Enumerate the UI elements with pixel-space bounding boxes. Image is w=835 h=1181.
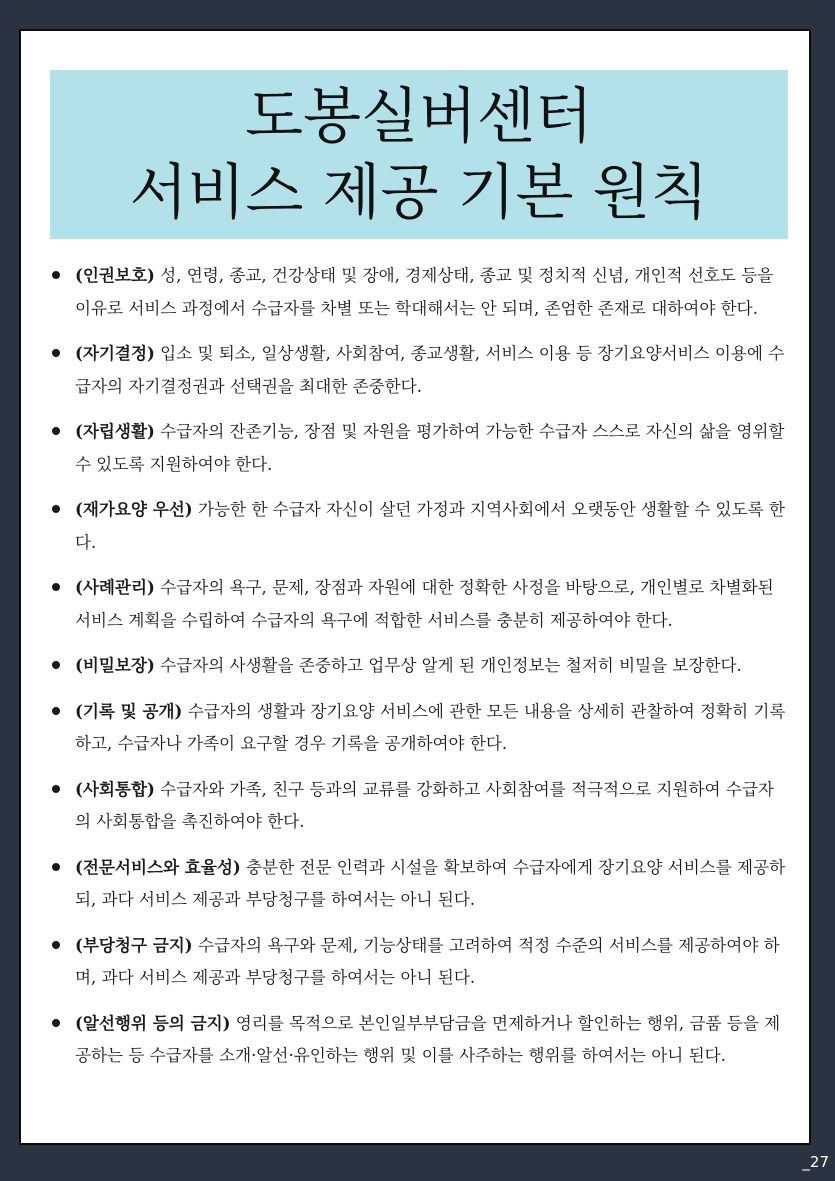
bullet-icon — [52, 863, 60, 871]
principle-title: (사회통합) — [75, 778, 155, 799]
principle-body: 수급자의 사생활을 존중하고 업무상 알게 된 개인정보는 철저히 비밀을 보장한다. — [160, 656, 742, 675]
principle-item — [49, 259, 789, 325]
title-line-1: 도봉실버센터 — [245, 81, 593, 152]
principle-item — [49, 1007, 789, 1073]
principle-body: 수급자의 욕구, 문제, 장점과 자원에 대한 정확한 사정을 바탕으로, 개인별로 차별화된 서비스 계획을 수립하여 수급자의 욕구에 적합한 서비스를 충분히 제공하여야 한다. — [75, 578, 774, 630]
principles-list — [49, 259, 789, 1085]
principle-item — [49, 571, 789, 637]
principle-title: (부당청구 금지) — [75, 934, 193, 955]
bullet-icon — [52, 583, 60, 591]
principle-title: (비밀보장) — [75, 655, 155, 675]
principle-body: 입소 및 퇴소, 일상생활, 사회참여, 종교생활, 서비스 이용 등 장기요양서비스 이용에 수급자의 자기결정권과 선택권을 최대한 존중한다. — [75, 344, 785, 396]
bullet-icon — [52, 349, 60, 357]
principle-body: 영리를 목적으로 본인일부부담금을 면제하거나 할인하는 행위, 금품 등을 제공하는 등 수급자를 소개·알선·유인하는 행위 및 이를 사주하는 행위를 하여서는 아니 된다. — [75, 1013, 781, 1065]
bullet-icon — [52, 707, 60, 715]
principle-body: 성, 연령, 종교, 건강상태 및 장애, 경제상태, 종교 및 정치적 신념, 개인적 선호도 등을 이유로 서비스 과정에서 수급자를 차별 또는 학대해서는 안 되며, 존엄한 존재로 대하여야 한다. — [75, 266, 774, 318]
principle-title: (전문서비스와 효율성) — [75, 856, 241, 877]
principle-item — [49, 851, 789, 917]
principle-item — [49, 415, 789, 481]
principle-body: 수급자의 잔존기능, 장점 및 자원을 평가하여 가능한 수급자 스스로 자신의 삶을 영위할 수 있도록 지원하여야 한다. — [75, 422, 785, 474]
principle-title: (기록 및 공개) — [75, 700, 183, 721]
principle-item — [49, 649, 789, 683]
bullet-icon — [52, 941, 60, 949]
principle-title: (사례관리) — [75, 577, 155, 597]
principle-body: 가능한 한 수급자 자신이 살던 가정과 지역사회에서 오랫동안 생활할 수 있도록 한다. — [75, 500, 785, 552]
bullet-icon — [52, 427, 60, 435]
principle-item — [49, 337, 789, 403]
page-number: _27 — [802, 1153, 829, 1171]
principle-item — [49, 493, 789, 559]
principle-body: 수급자와 가족, 친구 등과의 교류를 강화하고 사회참여를 적극적으로 지원하여 수급자의 사회통합을 촉진하여야 한다. — [75, 779, 774, 831]
principle-title: (자립생활) — [75, 421, 155, 441]
title-banner — [50, 70, 788, 239]
bullet-icon — [52, 271, 60, 279]
bullet-icon — [52, 1019, 60, 1027]
bullet-icon — [52, 505, 60, 513]
principle-title: (알선행위 등의 금지) — [75, 1012, 231, 1033]
principle-body: 수급자의 욕구와 문제, 기능상태를 고려하여 적정 수준의 서비스를 제공하여야 하며, 과다 서비스 제공과 부당청구를 하여서는 아니 된다. — [75, 935, 780, 987]
bullet-icon — [52, 785, 60, 793]
bullet-icon — [52, 661, 60, 669]
principle-item — [49, 695, 789, 761]
principle-title: (인권보호) — [75, 265, 155, 285]
principle-title: (재가요양 우선) — [75, 499, 193, 519]
title-line-2: 서비스 제공 기본 원칙 — [129, 157, 709, 228]
principle-body: 충분한 전문 인력과 시설을 확보하여 수급자에게 장기요양 서비스를 제공하되, 과다 서비스 제공과 부당청구를 하여서는 아니 된다. — [75, 857, 786, 909]
principle-item — [49, 929, 789, 995]
principle-body: 수급자의 생활과 장기요양 서비스에 관한 모든 내용을 상세히 관찰하여 정확히 기록하고, 수급자나 가족이 요구할 경우 기록을 공개하여야 한다. — [75, 701, 786, 753]
document-page — [19, 29, 811, 1145]
principle-title: (자기결정) — [75, 343, 155, 363]
principle-item — [49, 773, 789, 839]
